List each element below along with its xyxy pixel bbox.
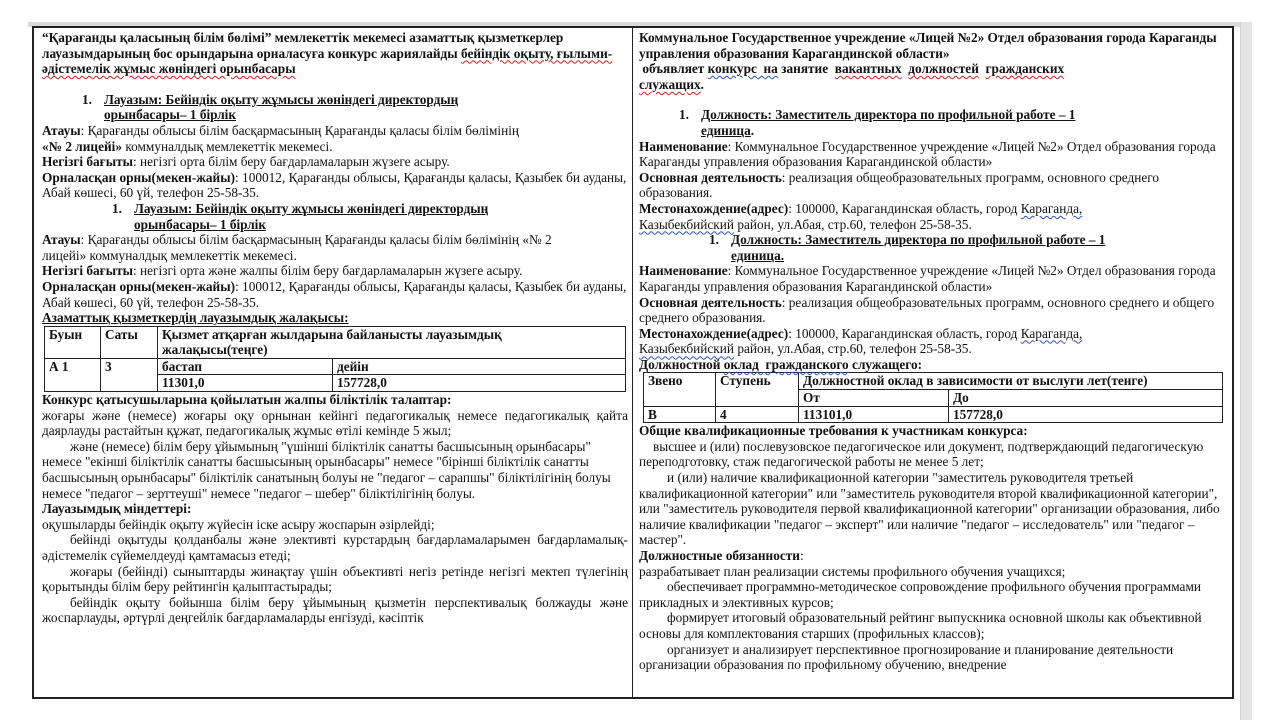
ru-title-text: занятие [777,61,835,77]
table-header-row [45,326,626,358]
ru-address-1 [639,201,1228,232]
header-level: Ступень [716,373,799,406]
header-level: Саты [101,326,158,358]
label: Атауы [42,232,81,248]
ru-salary-heading [639,357,1228,373]
subheader-from: бастап [158,358,333,375]
subheader-to: До [949,390,1223,407]
ru-title [639,30,1228,92]
text: Должностной [639,356,724,372]
cell-from: 11301,0 [158,375,333,392]
kz-duty-item: бейінді оқытуды қолданбалы және элективті курстардың бағдарламаларымен бағдарламалық-әдістемелік сүйемелдеуді қамтамасыз етеді; [42,532,628,563]
table-header-row [644,373,1223,390]
cell-tier: А 1 [45,358,101,391]
heading-colon: : [799,548,804,563]
label: Негізгі бағыты [42,154,134,170]
kz-duty-item: жоғары (бейінді) сыныптарды жинақтау үшін объективті негіз ретінде негізгі мектеп түлегінің қорытынды білім беру рейтингін қалыптастырады; [42,563,628,595]
ru-duty-item: формирует итоговый образовательный рейтинг выпускника основной школы как объективной основы для комплектования старших (профильных классов); [639,610,1202,641]
cell-to: 157728,0 [949,406,1223,423]
ru-position-heading-2 [639,232,1228,263]
ru-requirement-item: и (или) наличие квалификационной категории "заместитель руководителя третьей квалификационной категории" или "заместитель руководителя второй квалификационной категории", или "заместитель руководителя первой квалификационной категории" организации образования, либо наличие квалификации "педагог – эксперт" или наличие "педагог – исследователь" или "педагог – мастер". [639,470,1220,548]
value: : 100000, Карагандинская область, город [788,325,1021,341]
text: служащего: [848,356,923,372]
document-frame [32,26,1234,699]
ru-name-1 [639,139,1228,170]
ru-requirements-heading: Общие квалификационные требования к участникам конкурса: [639,423,1028,439]
position-line: орынбасары– 1 бірлік [104,107,237,123]
ru-requirement-item: высшее и (или) послевузовское педагогическое или документ, подтверждающий педагогическую переподготовку, стаж педагогической работы не менее 5 лет; [639,438,1204,470]
ru-title-word: служащих [639,76,701,92]
value: район, ул.Абая, стр.60, телефон 25-58-35. [734,216,972,232]
ru-duties-heading [639,548,1228,564]
kz-name-1 [42,123,628,154]
ru-duty-item: организует и анализирует перспективное прогнозирование и планирование деятельности организации образования по профильному обучению, внедрение [639,641,1174,673]
ru-title-text: объявляет [639,61,708,77]
position-line: Должность: Заместитель директора по профильной работе – 1 [731,232,1106,248]
value: : негізгі орта білім беру бағдарламаларын жүзеге асыру. [133,154,450,170]
list-number: 1. [709,232,719,248]
kz-direction-1 [42,154,628,170]
ru-address-2 [639,326,1228,357]
value: коммуналдық мемлекеттік мекемесі. [122,138,333,154]
cell-from: 113101,0 [799,406,949,423]
value: : Қарағанды облысы білім басқармасының Қарағанды қаласы білім бөлімінің [80,122,520,138]
heading-text: Должностные обязанности [639,548,800,563]
kz-position-heading-1 [42,92,628,123]
list-number: 1. [82,91,92,107]
position-line: Должность: Заместитель директора по профильной работе – 1 [701,107,1076,123]
value: : 100000, Карагандинская область, город [788,200,1021,216]
city: Караганда, [1020,200,1083,216]
label: Наименование [639,138,728,154]
label: Атауы [42,122,81,138]
cell-to: 157728,0 [333,375,626,392]
kz-position-title-2 [134,201,488,232]
ru-position-title-2 [731,232,1105,263]
spacer [639,92,1228,107]
kz-requirements-heading: Конкурс қатысушыларына қойылатын жалпы біліктілік талаптар: [42,392,452,408]
ru-duty-item: обеспечивает программно-методическое сопровождение профильного обучения программами прикладных и элективных курсов; [639,579,1201,610]
lyceum-name: «№ 2 лицейі» [42,138,122,154]
kazakh-column [34,28,633,697]
position-line: орынбасары– 1 бірлік [134,216,267,232]
value: : негізгі орта және жалпы білім беру бағдарламаларын жүзеге асыру. [133,263,523,279]
list-number: 1. [679,107,689,123]
subheader-to: дейін [333,358,626,375]
label: Орналасқан орны(мекен-жайы) [42,169,236,185]
value: : реализация общеобразовательных программ, основного среднего и общего среднего образования. [639,294,1215,326]
label: Основная деятельность [639,169,782,185]
kz-duties-heading: Лауазымдық міндеттері: [42,501,192,517]
header-tier: Буын [45,326,101,358]
kz-salary-table [44,326,626,392]
ru-name-2 [639,263,1228,294]
cell-tier: В [644,406,716,423]
spacer [42,77,628,92]
position-line: Лауазым: Бейіндік оқыту жұмысы жөніндегі директордың [104,91,459,107]
kz-address-1 [42,170,628,201]
table-row [45,358,626,375]
ru-title-word: должностей [908,61,979,77]
header-salary: Должностной оклад в зависимости от выслуги лет(тенге) [799,373,1223,390]
ru-title-word: вакантных [834,61,902,77]
ru-title-space [979,61,986,76]
label: Негізгі бағыты [42,263,134,279]
position-line: Лауазым: Бейіндік оқыту жұмысы жөніндегі директордың [134,200,489,216]
kz-salary-heading: Азаматтық қызметкердің лауазымдық жалақысы: [42,310,349,326]
russian-column [633,28,1232,697]
kz-address-2 [42,279,628,310]
ru-position-heading-1 [639,107,1228,138]
vertical-scrollbar[interactable] [1240,22,1252,720]
kz-name-2 [42,232,628,263]
header-tier: Звено [644,373,716,406]
district: Казыбекбийский [639,216,734,232]
city: Караганда, [1020,325,1083,341]
value: : 100012, Қарағанды облысы, Қарағанды қаласы, Қазыбек би ауданы, Абай көшесі, 60 үй, телефон 25-58-35. [42,169,627,201]
ru-salary-table [643,372,1223,423]
ru-activity-1 [639,170,1228,201]
kz-requirement-item: және (немесе) білім беру ұйымының "үшінші біліктілік санатты басшысының орынбасары" немесе "екінші біліктілік санатты басшысының орынбасары" немесе "бірінші біліктілік санатты басшысының орынбасары" біліктілік санатының болуы не "педагог – сарапшы" біліктілігінің болуы немесе "педагог – зерттеуші" немесе "педагог – шебер" біліктілігінің болуы. [42,438,611,501]
label: Местонахождение(адрес) [639,200,789,216]
value: : Коммунальное Государственное учреждение «Лицей №2» Отдел образования города Караганды управления образования Карагандинской области» [639,263,1216,294]
label: Основная деятельность [639,294,782,310]
kz-requirement-item: жоғары және (немесе) жоғары оқу орнынан кейінгі педагогикалық немесе педагогикалық қайта даярлауды растайтын құжат, педагогикалық жұмыс өтілі кемінде 5 жыл; [42,407,628,439]
position-line: единица. [731,247,785,263]
value: район, ул.Абая, стр.60, телефон 25-58-35. [734,341,972,357]
ru-title-text: . [700,76,704,92]
kz-duty-item: бейіндік оқыту бойынша білім беру ұйымының қызметін перспективалық болжауды және жоспарлауды, әртүрлі деңгейлік бағдарламаларды енгізуді, кәсіптік [42,594,628,626]
label: Наименование [639,263,728,279]
value: : Коммунальное Государственное учреждение «Лицей №2» Отдел образования города Караганды управления образования Карагандинской области» [639,138,1216,170]
value: : реализация общеобразовательных программ, основного среднего образования. [639,169,1160,201]
header-salary: Қызмет атқарған жылдарына байланысты лауазымдық жалақысы(теңге) [158,326,626,358]
value: : Қарағанды облысы білім басқармасының Қарағанды қаласы білім бөлімінің «№ 2 лицейі» коммуналдық мемлекеттік мекемесі. [42,232,552,263]
ru-position-title-1 [701,107,1075,138]
cell-level: 4 [716,406,799,423]
subheader-from: От [799,390,949,407]
kz-direction-2 [42,263,628,279]
kz-position-title-1 [104,92,458,123]
table-row [644,406,1223,423]
cell-level: 3 [101,358,158,391]
district: Казыбекбийский [639,341,734,357]
ru-title-word: гражданских [985,61,1065,77]
label: Орналасқан орны(мекен-жайы) [42,278,236,294]
ru-activity-2 [639,295,1228,326]
kz-title [42,30,628,77]
list-number: 1. [112,200,122,216]
kz-title-main: “Қарағанды қаласының білім бөлімі” мемлекеттік мекемесі азаматтық қызметкерлер лауазымдарының бос орындарына орналасуға конкурс жариялайды [42,30,564,61]
kz-title-position: бейіндік оқыту, ғылыми-әдістемелік жұмыс жөніндегі орынбасары [42,45,613,77]
position-line: единица [701,122,751,138]
position-dot: . [750,122,755,138]
value: : 100012, Қарағанды облысы, Қарағанды қаласы, Қазыбек би ауданы, Абай көшесі, 60 үй, телефон 25-58-35. [42,278,627,310]
ru-title-org: Коммунальное Государственное учреждение «Лицей №2» Отдел образования города Караганды управления образования Карагандинской области» [639,30,1217,61]
text: оклад гражданского [723,356,849,372]
label: Местонахождение(адрес) [639,325,789,341]
ru-title-word: конкурс на [707,61,778,77]
ru-duty-item: разрабатывает план реализации системы профильного обучения учащихся; [639,563,1066,579]
kz-duty-item: оқушыларды бейіндік оқыту жүйесін іске асыру жоспарын әзірлейді; [42,516,435,532]
kz-position-heading-2 [42,201,628,232]
